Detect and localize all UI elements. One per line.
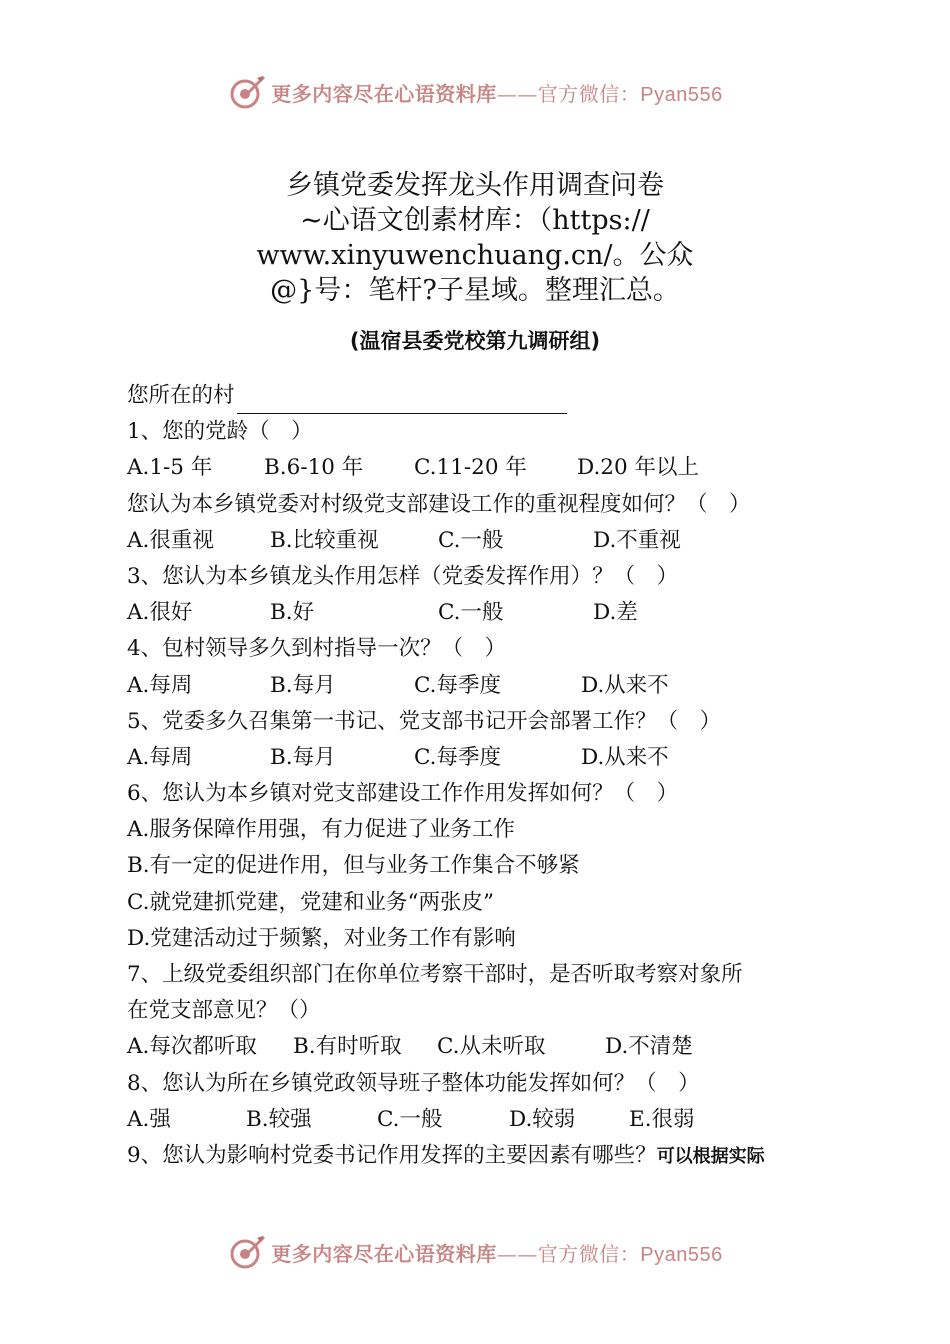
option: B.较强 <box>246 1106 312 1132</box>
question-7-line-1: 7、上级党委组织部门在你单位考察干部时，是否听取考察对象所 <box>127 962 743 987</box>
question-2: 您认为本乡镇党委对村级党支部建设工作的重视程度如何？（ ） <box>127 491 751 517</box>
option: D.不重视 <box>593 527 681 553</box>
question-8-options <box>127 1102 847 1138</box>
question-9 <box>127 1138 847 1174</box>
brand-logo-icon <box>227 72 267 112</box>
questionnaire-body <box>127 378 847 1174</box>
question-4-options <box>127 668 847 704</box>
footer-banner <box>0 1230 950 1274</box>
document-title <box>240 168 710 308</box>
question-1-options <box>127 450 847 486</box>
document-subtitle: (温宿县委党校第九调研组) <box>349 329 601 353</box>
banner-dash: —— <box>496 1241 538 1266</box>
banner-main: 更多内容尽在心语资料库 <box>271 1241 497 1266</box>
option: D.20 年以上 <box>577 455 699 481</box>
option: D.差 <box>593 600 638 626</box>
option: A.服务保障作用强，有力促进了业务工作 <box>127 817 515 843</box>
question-4: 4、包村领导多久到村指导一次？（ ） <box>127 636 507 662</box>
village-label: 您所在的村 <box>127 382 235 408</box>
option: C.就党建抓党建，党建和业务“两张皮” <box>127 889 495 915</box>
option: D.较弱 <box>509 1106 576 1132</box>
banner-main: 更多内容尽在心语资料库 <box>271 81 497 106</box>
title-line-1: 乡镇党委发挥龙头作用调查问卷 <box>286 170 664 201</box>
option: C.每季度 <box>414 744 502 770</box>
option: A.强 <box>127 1106 171 1132</box>
village-field <box>127 378 847 414</box>
option: A.很重视 <box>127 527 214 553</box>
question-8: 8、您认为所在乡镇党政领导班子整体功能发挥如何？（ ） <box>127 1070 700 1096</box>
option: C.从未听取 <box>437 1034 546 1060</box>
banner-wechat-label: 官方微信： <box>537 1241 641 1266</box>
option: C.一般 <box>438 527 504 553</box>
option: E.很弱 <box>629 1106 695 1132</box>
brand-logo-icon <box>227 1232 267 1272</box>
question-6: 6、您认为本乡镇对党支部建设工作作用发挥如何？（ ） <box>127 781 679 807</box>
question-7-options <box>127 1029 847 1065</box>
banner-wechat-id: Pyan556 <box>640 1243 723 1266</box>
question-5: 5、党委多久召集第一书记、党支部书记开会部署工作？（ ） <box>127 708 722 734</box>
option: A.1-5 年 <box>127 455 213 481</box>
banner-text <box>271 78 722 107</box>
question-3-options <box>127 595 847 631</box>
option: D.不清楚 <box>605 1034 693 1060</box>
title-line-3: www.xinyuwenchuang.cn/。公众 <box>256 240 694 271</box>
banner-wechat-id: Pyan556 <box>640 83 723 106</box>
option: B.有时听取 <box>293 1034 402 1060</box>
question-5-options <box>127 740 847 776</box>
option: D.从来不 <box>581 672 669 698</box>
option: C.一般 <box>377 1106 443 1132</box>
question-3: 3、您认为本乡镇龙头作用怎样（党委发挥作用）？（ ） <box>127 563 679 589</box>
option: D.党建活动过于频繁，对业务工作有影响 <box>127 925 516 951</box>
question-1: 1、您的党龄（ ） <box>127 419 313 445</box>
option: A.每周 <box>127 744 193 770</box>
option: A.很好 <box>127 600 193 626</box>
option: B.有一定的促进作用，但与业务工作集合不够紧 <box>127 853 580 879</box>
option: B.每月 <box>270 744 336 770</box>
banner-wechat-label: 官方微信： <box>537 81 641 106</box>
header-banner <box>0 70 950 114</box>
option: D.从来不 <box>581 744 669 770</box>
option: C.每季度 <box>414 672 502 698</box>
banner-dash: —— <box>496 81 538 106</box>
village-blank-line <box>237 387 567 414</box>
question-9-bold-tail: 可以根据实际 <box>656 1145 765 1167</box>
question-7-line-2: 在党支部意见？（） <box>127 998 321 1024</box>
option: C.一般 <box>438 600 504 626</box>
question-9-text: 9、您认为影响村党委书记作用发挥的主要因素有哪些？ <box>127 1142 657 1168</box>
title-line-2: ~心语文创素材库：（https:// <box>300 205 650 236</box>
option: C.11-20 年 <box>414 455 527 481</box>
option: A.每次都听取 <box>127 1034 257 1060</box>
banner-text <box>271 1238 722 1267</box>
option: B.6-10 年 <box>264 455 364 481</box>
question-2-options <box>127 523 847 559</box>
option: B.好 <box>270 600 315 626</box>
option: B.比较重视 <box>270 527 379 553</box>
option: B.每月 <box>270 672 336 698</box>
title-line-4: @}号：笔杆?子星域。整理汇总。 <box>270 275 680 306</box>
option: A.每周 <box>127 672 193 698</box>
